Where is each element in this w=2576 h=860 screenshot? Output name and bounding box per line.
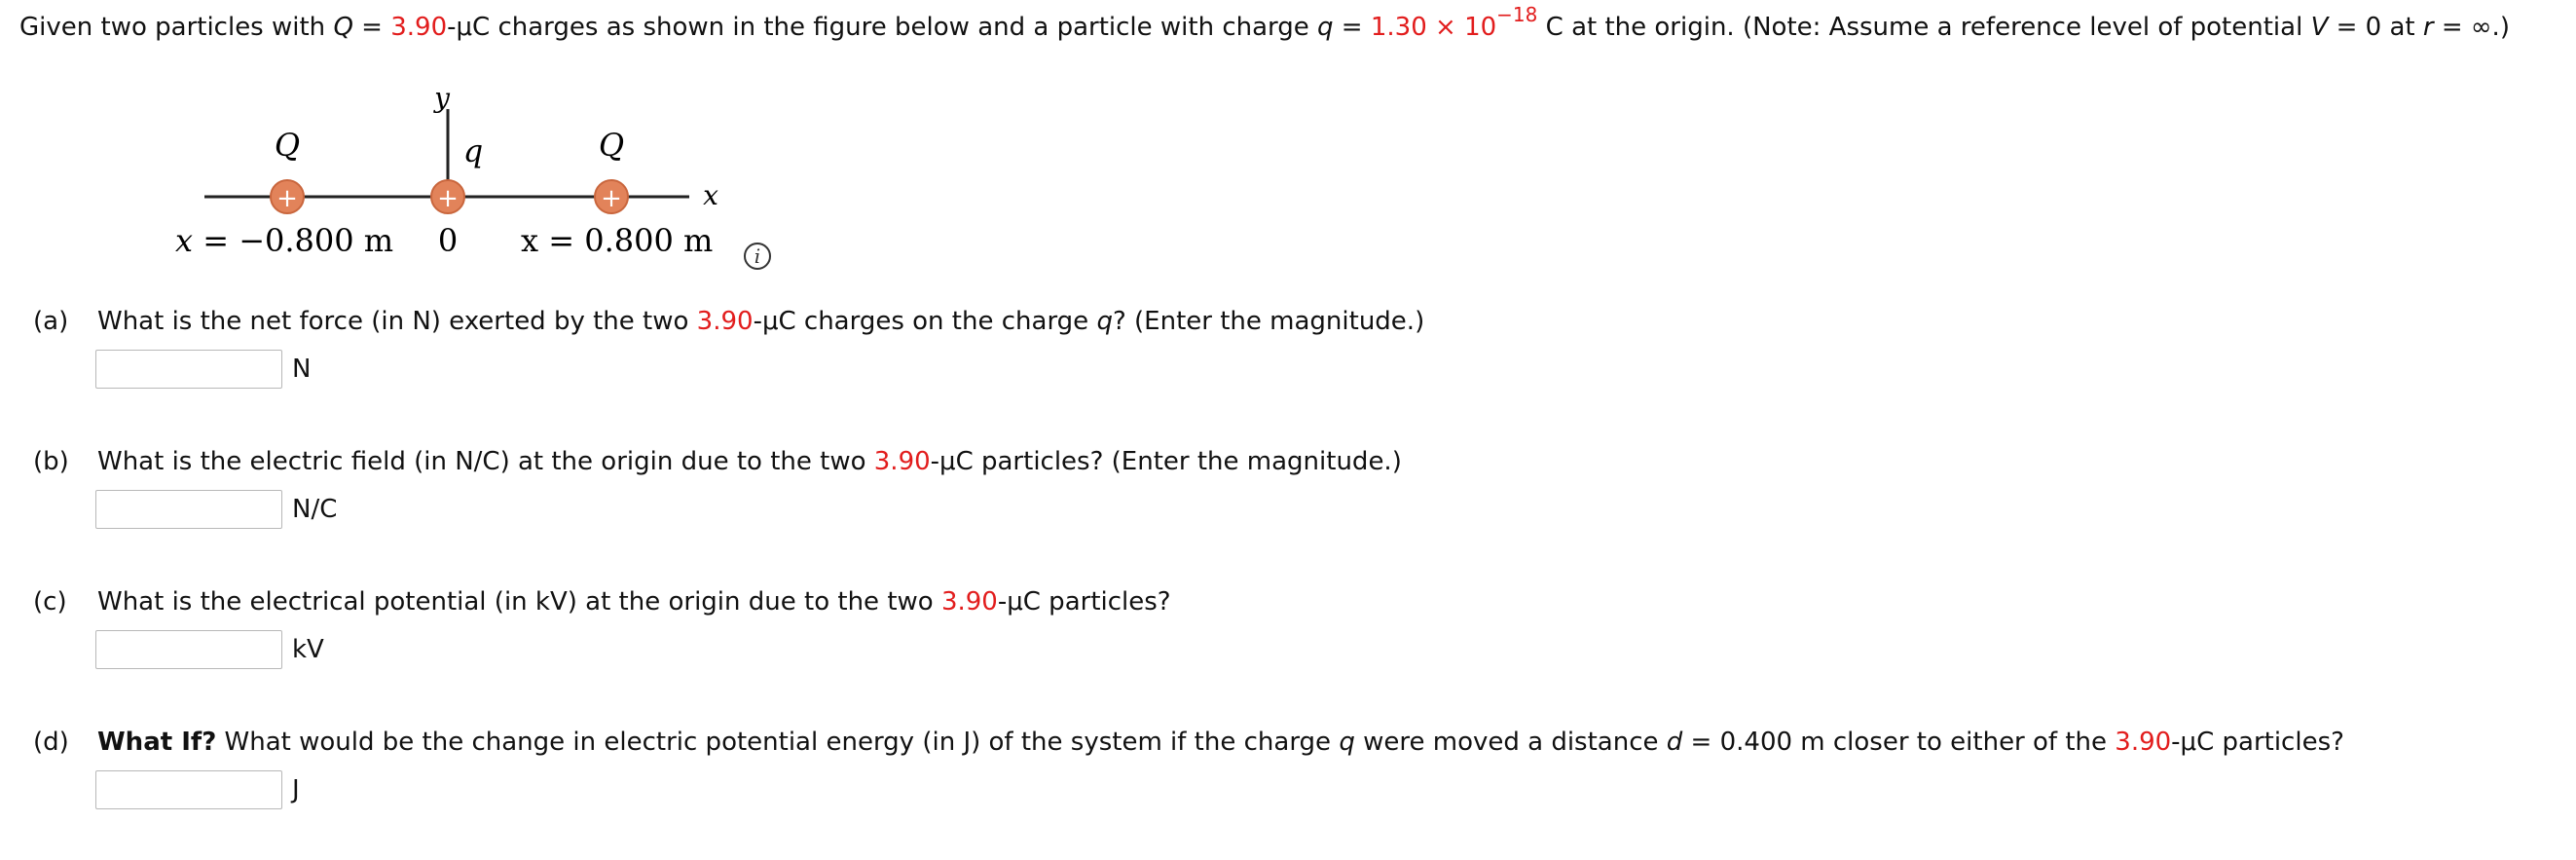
question-a — [33, 302, 1424, 341]
answer-c — [95, 630, 324, 669]
info-icon-graphic — [742, 241, 773, 272]
question-c-text-1: What is the electrical potential (in kV) at the origin due to the two — [97, 587, 941, 617]
answer-b-input[interactable] — [95, 490, 282, 529]
question-d-value: 3.90 — [2115, 728, 2172, 757]
question-a-q-variable: q — [1096, 307, 1113, 336]
question-a-label: (a) — [33, 307, 69, 336]
question-b — [33, 442, 1402, 481]
Q-variable: Q — [333, 13, 353, 42]
x-axis-label: x — [703, 179, 718, 211]
left-position-text: = −0.800 m — [193, 222, 394, 259]
question-a-text-2: -μC charges on the charge — [753, 307, 1097, 336]
question-d-text-1: What would be the change in electric potential energy (in J) of the system if the charge — [216, 728, 1340, 757]
right-position-label — [521, 222, 713, 259]
intro-text-2: -μC charges as shown in the figure below and a particle with charge — [447, 13, 1318, 42]
answer-d — [95, 770, 300, 809]
question-b-label: (b) — [33, 447, 69, 476]
charge-diagram — [175, 78, 808, 282]
intro-text-3: C at the origin. (Note: Assume a reference level of potential — [1537, 13, 2311, 42]
answer-d-input[interactable] — [95, 770, 282, 809]
intro-text-5: = ∞.) — [2433, 13, 2510, 42]
info-icon-letter: i — [754, 244, 761, 268]
question-d-q-variable: q — [1339, 728, 1355, 757]
question-a-text-1: What is the net force (in N) exerted by the two — [97, 307, 697, 336]
question-b-value: 3.90 — [873, 447, 931, 476]
question-c-text-2: -μC particles? — [997, 587, 1171, 617]
info-icon[interactable] — [742, 241, 773, 272]
origin-label: 0 — [437, 222, 459, 259]
answer-a — [95, 350, 311, 389]
question-d-what-if: What If? — [97, 728, 217, 757]
answer-a-unit: N — [292, 355, 312, 384]
y-axis-label: y — [434, 82, 450, 114]
question-c-value: 3.90 — [940, 587, 998, 617]
q-value — [1370, 3, 1538, 42]
V-variable: V — [2310, 13, 2329, 42]
intro-equals-1: = — [352, 13, 391, 42]
question-d — [33, 723, 2344, 762]
question-a-value: 3.90 — [696, 307, 754, 336]
answer-b-unit: N/C — [292, 495, 338, 524]
Q-value: 3.90 — [390, 13, 448, 42]
question-c-label: (c) — [33, 587, 67, 617]
center-charge-label: q — [462, 132, 484, 169]
intro-text-1: Given two particles with — [19, 13, 334, 42]
question-d-text-2: were moved a distance — [1354, 728, 1667, 757]
r-variable: r — [2422, 13, 2434, 42]
answer-c-unit: kV — [292, 635, 324, 664]
right-plus-sign: + — [601, 184, 622, 213]
intro-equals-2: = — [1333, 13, 1371, 42]
center-plus-sign: + — [437, 184, 459, 213]
right-position-text: x = 0.800 m — [521, 222, 714, 259]
answer-b — [95, 490, 337, 529]
answer-a-input[interactable] — [95, 350, 282, 389]
question-d-text-4: -μC particles? — [2171, 728, 2344, 757]
question-b-text-1: What is the electric field (in N/C) at the origin due to the two — [97, 447, 874, 476]
left-plus-sign: + — [276, 184, 298, 213]
charge-figure — [175, 78, 808, 282]
q-mantissa: 1.30 × 10 — [1370, 13, 1497, 42]
question-d-text-3: = 0.400 m closer to either of the — [1682, 728, 2116, 757]
question-a-text-3: ? (Enter the magnitude.) — [1112, 307, 1425, 336]
left-position-label: x = −0.800 m — [175, 222, 394, 259]
question-d-d-variable: d — [1666, 728, 1683, 757]
problem-statement — [19, 3, 2510, 47]
q-exponent: −18 — [1496, 3, 1538, 27]
q-variable: q — [1317, 13, 1334, 42]
center-charge — [431, 180, 464, 213]
intro-text-4: = 0 at — [2328, 13, 2423, 42]
left-charge — [271, 180, 304, 213]
question-d-label: (d) — [33, 728, 69, 757]
right-charge — [595, 180, 628, 213]
question-c — [33, 582, 1171, 621]
question-b-text-2: -μC particles? (Enter the magnitude.) — [930, 447, 1402, 476]
left-charge-label: Q — [274, 127, 301, 164]
answer-c-input[interactable] — [95, 630, 282, 669]
answer-d-unit: J — [292, 775, 300, 804]
right-charge-label: Q — [598, 127, 625, 164]
